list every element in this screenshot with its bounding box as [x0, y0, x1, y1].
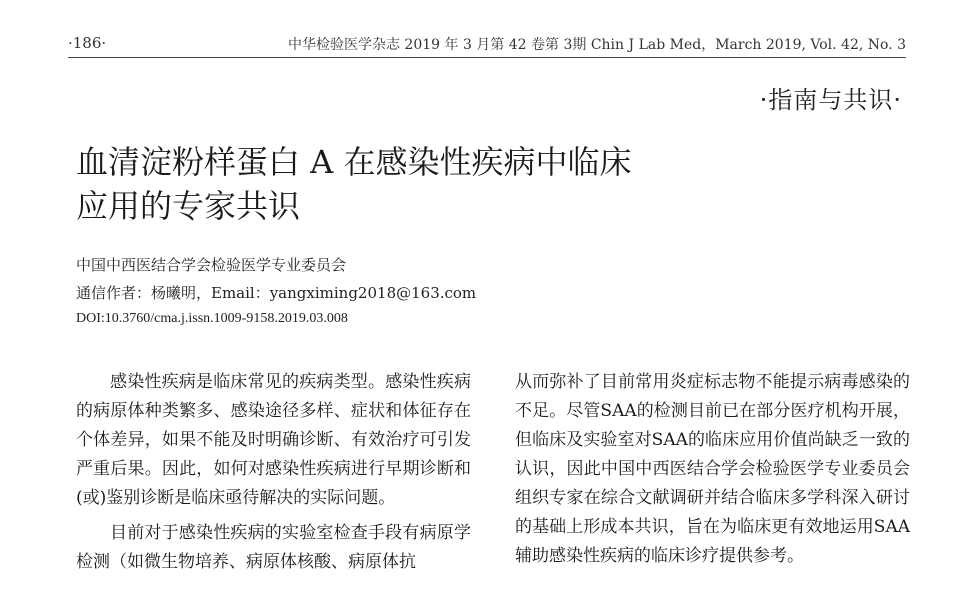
article-title-line-2: 应用的专家共识 — [76, 187, 301, 225]
page-number: ·186· — [68, 34, 107, 52]
corresponding-author: 通信作者：杨曦明，Email：yangximing2018@163.com — [76, 284, 477, 302]
author-organization: 中国中西医结合学会检验医学专业委员会 — [76, 256, 347, 274]
paragraph: 目前对于感染性疾病的实验室检查手段有病原学检测（如微生物培养、病原体核酸、病原体抗 — [76, 523, 471, 572]
body-column-left — [76, 368, 471, 577]
article-title — [76, 140, 631, 228]
section-tag: ·指南与共识· — [759, 86, 902, 114]
doi: DOI:10.3760/cma.j.issn.1009-9158.2019.03.008 — [76, 311, 348, 326]
body-column-right — [515, 368, 910, 571]
header-rule — [68, 57, 906, 58]
journal-citation: 中华检验医学杂志 2019 年 3 月第 42 卷第 3期 Chin J Lab Med，March 2019, Vol. 42, No. 3 — [287, 37, 906, 53]
paragraph: 从而弥补了目前常用炎症标志物不能提示病毒感染的不足。尽管SAA的检测目前已在部分医疗机构开展，但临床及实验室对SAA的临床应用价值尚缺乏一致的认识，因此中国中西医结合学会检验医学专业委员会组织专家在综合文献调研并结合临床多学科深入研讨的基础上形成本共识，旨在为临床更有效地运用SAA辅助感染性疾病的临床诊疗提供参考。 — [515, 372, 910, 566]
article-title-line-1: 血清淀粉样蛋白 A 在感染性疾病中临床 — [76, 143, 632, 181]
paragraph: 感染性疾病是临床常见的疾病类型。感染性疾病的病原体种类繁多、感染途径多样、症状和体征存在个体差异，如果不能及时明确诊断、有效治疗可引发严重后果。因此，如何对感染性疾病进行早期诊断和(或)鉴别诊断是临床亟待解决的实际问题。 — [76, 372, 471, 508]
